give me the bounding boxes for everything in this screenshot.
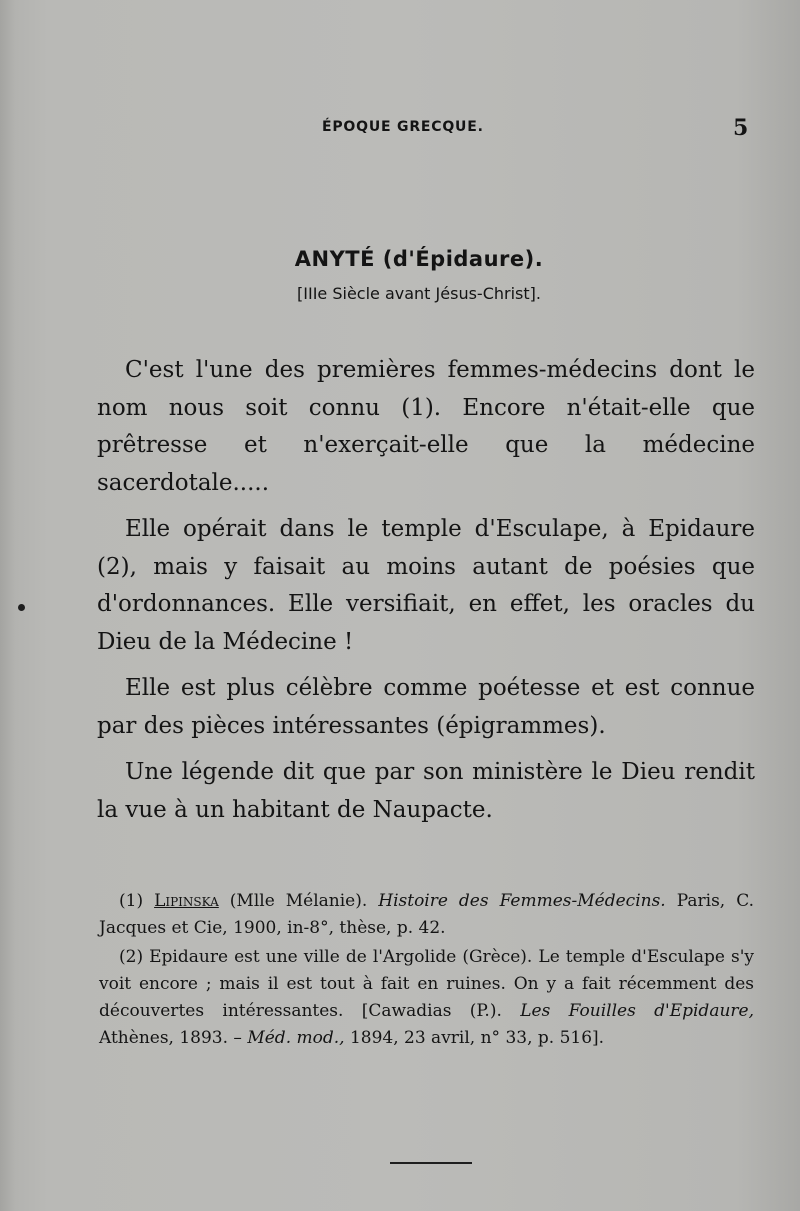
footnote-work-title: Les Fouilles d'Epidaure, <box>520 1001 754 1021</box>
chapter-title: ANYTÉ (d'Épidaure). <box>294 247 544 271</box>
footnote-publication: Paris, C. Jacques et Cie, 1900, in-8°, thèse, p. 42. <box>99 891 754 938</box>
footnote-1 <box>99 888 754 942</box>
footnote-work-title: Histoire des Femmes-Médecins. <box>378 891 666 911</box>
paragraph: C'est l'une des premières femmes-médecins dont le nom nous soit connu (1). Encore n'était-elle que prêtresse et n'exerçait-elle que la médecine sacerdotale..... <box>97 357 755 496</box>
footnote-work-title: Méd. mod., <box>247 1028 345 1048</box>
paragraph: Elle opérait dans le temple d'Esculape, à Epidaure (2), mais y faisait au moins autant de poésies que d'ordonnances. Elle versifiait, en effet, les oracles du Dieu de la Médecine ! <box>97 516 755 655</box>
footnote-author: Lipinska <box>154 891 219 911</box>
footnotes <box>99 888 754 1054</box>
paragraph: Une légende dit que par son ministère le Dieu rendit la vue à un habitant de Naupacte. <box>97 759 755 823</box>
footnote-text: (2) Epidaure est une ville de l'Argolide (Grèce). Le temple d'Esculape s'y voit encore ; mais il est tout à fait en ruines. On y a fait récemment des découvertes intéressantes. [Cawadias (P.). <box>99 947 754 1021</box>
footnote-marker: (1) <box>119 891 155 911</box>
bottom-rule <box>390 1162 472 1164</box>
chapter-subtitle: [IIIe Siècle avant Jésus-Christ]. <box>297 284 541 303</box>
paragraph: Elle est plus célèbre comme poétesse et est connue par des pièces intéressantes (épigrammes). <box>97 675 755 739</box>
footnote-text: Athènes, 1893. – <box>99 1028 248 1048</box>
body-text <box>97 352 755 838</box>
running-head <box>0 117 800 141</box>
footnote-text: 1894, 23 avril, n° 33, p. 516]. <box>344 1028 605 1048</box>
margin-mark <box>18 604 25 611</box>
running-title: ÉPOQUE GRECQUE. <box>322 119 484 135</box>
footnote-author-rest: (Mlle Mélanie). <box>218 891 379 911</box>
page-number: 5 <box>733 115 749 141</box>
footnote-2 <box>99 944 754 1052</box>
